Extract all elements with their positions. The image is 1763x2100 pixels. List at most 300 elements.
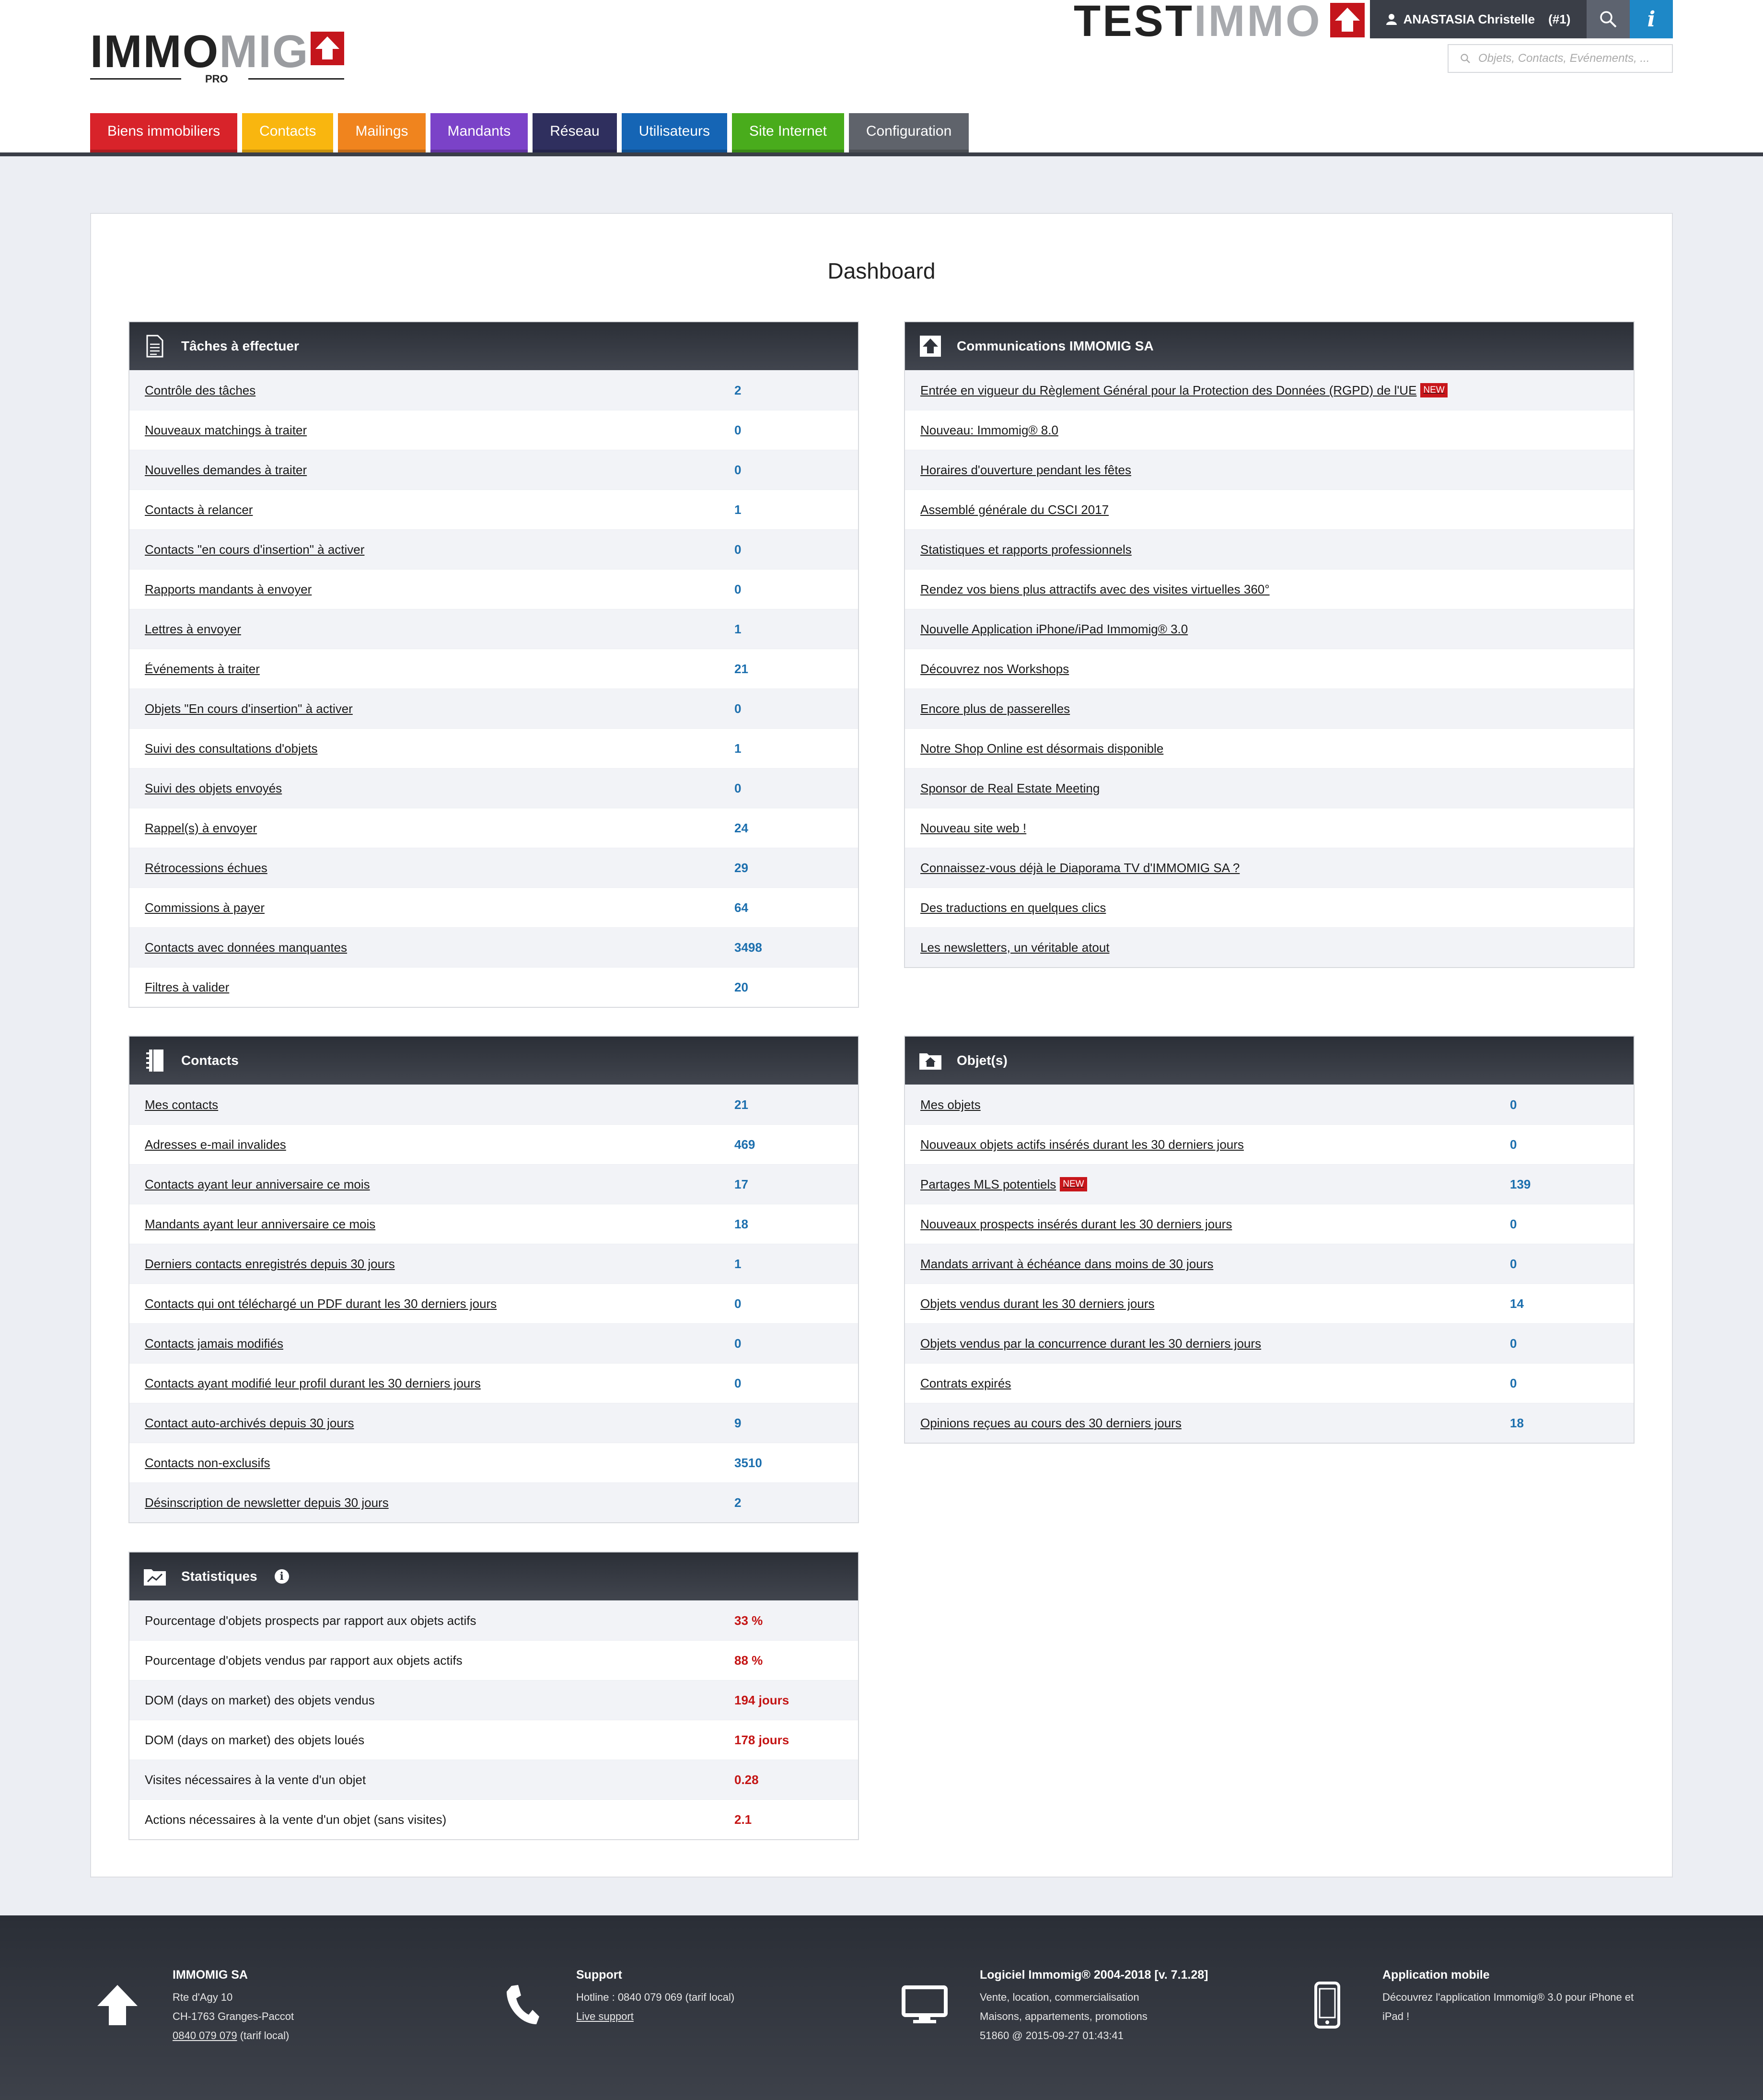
tasks-row xyxy=(129,848,858,887)
nav-tab-utilisateurs[interactable]: Utilisateurs xyxy=(622,113,727,152)
stats-row-link xyxy=(145,1613,476,1628)
communications-row-label: Découvrez nos Workshops xyxy=(920,661,1069,676)
objects-row-link[interactable] xyxy=(920,1177,1087,1192)
stats-row-label: Actions nécessaires à la vente d'un objet (sans visites) xyxy=(145,1812,447,1827)
nav-tab-r-seau[interactable]: Réseau xyxy=(533,113,616,152)
tasks-row-label: Contrôle des tâches xyxy=(145,383,256,397)
communications-row-label: Sponsor de Real Estate Meeting xyxy=(920,781,1100,795)
contacts-row-label: Derniers contacts enregistrés depuis 30 jours xyxy=(145,1256,395,1271)
stats-row-label: DOM (days on market) des objets vendus xyxy=(145,1692,375,1707)
tasks-row-value: 20 xyxy=(734,980,748,994)
footer-company-title: IMMOMIG SA xyxy=(173,1968,248,1982)
chart-folder-icon xyxy=(143,1564,167,1588)
contacts-row-value: 2 xyxy=(734,1495,742,1510)
objects-row-link[interactable] xyxy=(920,1217,1232,1232)
contacts-row-value: 21 xyxy=(734,1097,748,1112)
communications-row-link[interactable] xyxy=(920,781,1100,796)
objects-row-label: Objets vendus durant les 30 derniers jours xyxy=(920,1296,1155,1311)
objects-row xyxy=(905,1363,1634,1403)
tasks-row-link[interactable] xyxy=(145,980,229,995)
objects-row xyxy=(905,1283,1634,1323)
new-badge: NEW xyxy=(1420,383,1447,397)
stats-row-label: Visites nécessaires à la vente d'un objet xyxy=(145,1772,366,1787)
contacts-row-link[interactable] xyxy=(145,1217,375,1232)
nav-tab-site-internet[interactable]: Site Internet xyxy=(732,113,844,152)
objects-row-value: 0 xyxy=(1510,1216,1517,1231)
stats-row-link xyxy=(145,1733,364,1748)
communications-row xyxy=(905,529,1634,569)
tasks-row-label: Nouveaux matchings à traiter xyxy=(145,422,307,437)
footer-mobile-line1: Découvrez l'application Immomig® 3.0 pour iPhone et xyxy=(1382,1991,1634,2003)
tasks-row-link[interactable] xyxy=(145,781,282,796)
communications-row-link[interactable] xyxy=(920,423,1058,438)
tasks-row-link[interactable] xyxy=(145,861,267,875)
tasks-row-link[interactable] xyxy=(145,900,265,915)
global-search-box[interactable] xyxy=(1448,44,1673,73)
communications-row xyxy=(905,370,1634,410)
communications-row xyxy=(905,609,1634,649)
contacts-list xyxy=(129,1085,858,1522)
objects-row-link[interactable] xyxy=(920,1336,1261,1351)
contacts-row-link[interactable] xyxy=(145,1257,395,1272)
tasks-row-label: Rétrocessions échues xyxy=(145,860,267,875)
tasks-row-label: Nouvelles demandes à traiter xyxy=(145,462,307,477)
nav-tab-biens-immobiliers[interactable]: Biens immobiliers xyxy=(90,113,237,152)
document-icon xyxy=(143,334,167,358)
objects-row xyxy=(905,1244,1634,1283)
tasks-row-value: 0 xyxy=(734,582,742,596)
contacts-row-value: 17 xyxy=(734,1177,748,1191)
tasks-row xyxy=(129,609,858,649)
info-icon: i xyxy=(1647,7,1656,32)
communications-row-label: Nouvelle Application iPhone/iPad Immomig® 3.0 xyxy=(920,621,1188,636)
tasks-row-link[interactable] xyxy=(145,542,364,557)
header-divider xyxy=(0,152,1763,156)
objects-row-link[interactable] xyxy=(920,1137,1244,1152)
objects-row-link[interactable] xyxy=(920,1097,981,1112)
tasks-panel xyxy=(128,321,859,1008)
tasks-row-link[interactable] xyxy=(145,383,255,398)
statistics-panel-header xyxy=(129,1552,858,1600)
communications-row-label: Horaires d'ouverture pendant les fêtes xyxy=(920,462,1131,477)
stats-row-value: 2.1 xyxy=(734,1812,752,1827)
communications-row-link[interactable] xyxy=(920,861,1240,875)
contacts-row-link[interactable] xyxy=(145,1336,283,1351)
tasks-row-label: Commissions à payer xyxy=(145,900,265,915)
page-title: Dashboard xyxy=(827,258,936,283)
objects-row-value: 18 xyxy=(1510,1415,1524,1430)
search-icon xyxy=(1599,10,1618,29)
communications-row-link[interactable] xyxy=(920,502,1109,517)
footer-company-phone-link[interactable]: 0840 079 079 xyxy=(173,2030,237,2042)
objects-row-label: Opinions reçues au cours des 30 derniers jours xyxy=(920,1415,1182,1430)
communications-row-label: Assemblé générale du CSCI 2017 xyxy=(920,502,1109,517)
objects-row-label: Contrats expirés xyxy=(920,1376,1011,1390)
contacts-row-value: 9 xyxy=(734,1415,742,1430)
tasks-row-value: 1 xyxy=(734,741,742,756)
logo-arrow-icon xyxy=(311,32,344,65)
tasks-row-label: Contacts avec données manquantes xyxy=(145,940,348,955)
user-icon xyxy=(1386,13,1397,25)
communications-row-label: Des traductions en quelques clics xyxy=(920,900,1106,915)
tasks-row-value: 24 xyxy=(734,820,748,835)
tasks-row xyxy=(129,967,858,1007)
communications-row xyxy=(905,887,1634,927)
objects-row-value: 0 xyxy=(1510,1137,1517,1152)
tasks-row-label: Contacts à relancer xyxy=(145,502,253,517)
footer-software-build: 51860 @ 2015-09-27 01:43:41 xyxy=(980,2030,1124,2042)
objects-row-link[interactable] xyxy=(920,1416,1182,1431)
contacts-row-link[interactable] xyxy=(145,1137,286,1152)
tasks-row-value: 29 xyxy=(734,860,748,875)
contacts-row-link[interactable] xyxy=(145,1177,370,1192)
tasks-row xyxy=(129,808,858,848)
tasks-row-label: Rappel(s) à envoyer xyxy=(145,820,257,835)
stats-row-link xyxy=(145,1812,446,1827)
tasks-row-value: 1 xyxy=(734,502,742,517)
new-badge: NEW xyxy=(1060,1177,1087,1191)
communications-row xyxy=(905,808,1634,848)
stats-row-value: 178 jours xyxy=(734,1732,789,1747)
footer-mobile xyxy=(1382,1968,1634,2026)
communications-row xyxy=(905,927,1634,967)
contacts-row-link[interactable] xyxy=(145,1376,481,1391)
tasks-row-value: 0 xyxy=(734,422,742,437)
tasks-row xyxy=(129,688,858,728)
tasks-row xyxy=(129,728,858,768)
footer-company-address: Rte d'Agy 10 xyxy=(173,1991,233,2003)
stats-row xyxy=(129,1720,858,1760)
stats-row-label: Pourcentage d'objets prospects par rapport aux objets actifs xyxy=(145,1613,476,1628)
monitor-icon xyxy=(898,1979,951,2031)
tasks-list xyxy=(129,370,858,1007)
communications-row-label: Encore plus de passerelles xyxy=(920,701,1070,716)
logo-text: IMMOMIG xyxy=(90,26,309,77)
contacts-row xyxy=(129,1085,858,1124)
communications-row-link[interactable] xyxy=(920,622,1188,637)
objects-panel-title: Objet(s) xyxy=(957,1053,1008,1068)
stats-row-label: DOM (days on market) des objets loués xyxy=(145,1732,365,1747)
stats-row-value: 194 jours xyxy=(734,1692,789,1707)
tasks-row-link[interactable] xyxy=(145,463,307,478)
contacts-row-label: Contacts ayant modifié leur profil durant les 30 derniers jours xyxy=(145,1376,481,1390)
footer-support xyxy=(576,1968,734,2026)
communications-row xyxy=(905,649,1634,688)
communications-row xyxy=(905,768,1634,808)
communications-row xyxy=(905,569,1634,609)
logo-divider xyxy=(248,78,344,80)
immomig-arrow-icon xyxy=(91,1979,144,2031)
stats-row-label: Pourcentage d'objets vendus par rapport aux objets actifs xyxy=(145,1653,463,1668)
communications-row-link[interactable] xyxy=(920,383,1448,398)
stats-row-value: 88 % xyxy=(734,1653,763,1668)
communications-panel-title: Communications IMMOMIG SA xyxy=(957,338,1154,353)
tasks-row-label: Contacts "en cours d'insertion" à activer xyxy=(145,542,365,557)
objects-row xyxy=(905,1323,1634,1363)
communications-row-label: Statistiques et rapports professionnels xyxy=(920,542,1132,557)
tasks-row-link[interactable] xyxy=(145,622,241,637)
tasks-row-value: 21 xyxy=(734,661,748,676)
tasks-row-label: Rapports mandants à envoyer xyxy=(145,582,312,596)
contacts-row-label: Contact auto-archivés depuis 30 jours xyxy=(145,1415,354,1430)
contacts-row xyxy=(129,1283,858,1323)
contacts-row-value: 0 xyxy=(734,1296,742,1311)
tasks-row-label: Événements à traiter xyxy=(145,661,260,676)
footer-software xyxy=(980,1968,1208,2045)
contacts-row-value: 0 xyxy=(734,1376,742,1390)
contacts-row-value: 18 xyxy=(734,1216,748,1231)
info-button[interactable] xyxy=(1630,0,1673,38)
communications-row-link[interactable] xyxy=(920,821,1026,836)
contacts-row-link[interactable] xyxy=(145,1495,389,1510)
footer-software-title: Logiciel Immomig® 2004-2018 [v. 7.1.28] xyxy=(980,1968,1208,1982)
nav-tab-mandants[interactable]: Mandants xyxy=(430,113,528,152)
tasks-row-value: 0 xyxy=(734,542,742,557)
agency-logo-arrow-icon xyxy=(1330,3,1365,37)
contacts-row-label: Contacts qui ont téléchargé un PDF durant les 30 derniers jours xyxy=(145,1296,497,1311)
tasks-row xyxy=(129,569,858,609)
tasks-row-link[interactable] xyxy=(145,662,260,677)
contacts-row xyxy=(129,1204,858,1244)
contacts-row xyxy=(129,1323,858,1363)
communications-row-label: Nouveau: Immomig® 8.0 xyxy=(920,422,1058,437)
user-id: (#1) xyxy=(1548,12,1571,26)
contacts-row xyxy=(129,1482,858,1522)
upload-arrow-icon xyxy=(918,334,942,358)
stats-row-link xyxy=(145,1653,463,1668)
statistics-panel xyxy=(128,1552,859,1840)
footer-software-line1: Vente, location, commercialisation xyxy=(980,1991,1139,2003)
contacts-row-link[interactable] xyxy=(145,1456,270,1470)
contacts-row-label: Contacts ayant leur anniversaire ce mois xyxy=(145,1177,370,1191)
objects-row-link[interactable] xyxy=(920,1257,1213,1272)
objects-row-link[interactable] xyxy=(920,1296,1155,1311)
footer-company-phone-line xyxy=(173,2026,294,2045)
communications-row xyxy=(905,728,1634,768)
tasks-row-link[interactable] xyxy=(145,940,347,955)
objects-row xyxy=(905,1124,1634,1164)
tasks-row-link[interactable] xyxy=(145,582,312,597)
nav-tab-configuration[interactable]: Configuration xyxy=(849,113,969,152)
user-name: ANASTASIA Christelle xyxy=(1403,12,1535,26)
user-toolbar xyxy=(1370,0,1673,38)
agency-logo xyxy=(1074,0,1366,46)
contacts-row-value: 469 xyxy=(734,1137,755,1152)
tasks-row xyxy=(129,450,858,490)
objects-list xyxy=(905,1085,1634,1443)
tasks-row-link[interactable] xyxy=(145,741,318,756)
contacts-row-label: Contacts jamais modifiés xyxy=(145,1336,283,1351)
statistics-info-icon[interactable]: i xyxy=(275,1569,289,1584)
objects-row xyxy=(905,1204,1634,1244)
tasks-row xyxy=(129,649,858,688)
footer-support-title: Support xyxy=(576,1968,622,1982)
objects-panel xyxy=(904,1036,1635,1444)
communications-row-label: Rendez vos biens plus attractifs avec des visites virtuelles 360° xyxy=(920,582,1270,596)
header xyxy=(0,0,1763,152)
objects-row-link[interactable] xyxy=(920,1376,1011,1391)
communications-row xyxy=(905,688,1634,728)
footer xyxy=(0,1915,1763,2100)
communications-row-link[interactable] xyxy=(920,542,1132,557)
statistics-list xyxy=(129,1600,858,1839)
communications-row xyxy=(905,848,1634,887)
phone-icon xyxy=(495,1979,547,2031)
tasks-row xyxy=(129,410,858,450)
objects-row xyxy=(905,1085,1634,1124)
contacts-panel-header xyxy=(129,1037,858,1085)
communications-row-label: Notre Shop Online est désormais disponible xyxy=(920,741,1164,756)
objects-row-label: Partages MLS potentiels xyxy=(920,1177,1056,1191)
contacts-row-link[interactable] xyxy=(145,1097,218,1112)
objects-panel-header xyxy=(905,1037,1634,1085)
stats-row xyxy=(129,1760,858,1799)
tasks-row-value: 1 xyxy=(734,621,742,636)
agency-logo-text: TESTIMMO xyxy=(1074,0,1322,46)
communications-row-link[interactable] xyxy=(920,662,1069,677)
communications-row xyxy=(905,410,1634,450)
communications-row-label: Les newsletters, un véritable atout xyxy=(920,940,1110,955)
search-icon xyxy=(1460,53,1471,64)
contacts-row-label: Adresses e-mail invalides xyxy=(145,1137,286,1152)
tasks-panel-header xyxy=(129,322,858,370)
search-button[interactable] xyxy=(1587,0,1630,38)
objects-row xyxy=(905,1403,1634,1443)
contacts-row xyxy=(129,1403,858,1443)
main-nav xyxy=(90,113,969,152)
contacts-row xyxy=(129,1164,858,1204)
nav-tab-contacts[interactable]: Contacts xyxy=(242,113,333,152)
nav-tab-mailings[interactable]: Mailings xyxy=(338,113,425,152)
communications-row-label: Nouveau site web ! xyxy=(920,820,1027,835)
tasks-row xyxy=(129,370,858,410)
dashboard-card xyxy=(90,213,1673,1878)
contacts-row-value: 0 xyxy=(734,1336,742,1351)
communications-row-link[interactable] xyxy=(920,900,1106,915)
tasks-row xyxy=(129,887,858,927)
tasks-row xyxy=(129,927,858,967)
statistics-panel-title: Statistiques xyxy=(181,1569,257,1584)
stats-row xyxy=(129,1600,858,1640)
tasks-row-link[interactable] xyxy=(145,423,307,438)
communications-row-label: Entrée en vigueur du Règlement Général pour la Protection des Données (RGPD) de l'UE xyxy=(920,383,1417,397)
contacts-row xyxy=(129,1244,858,1283)
footer-company xyxy=(173,1968,294,2045)
contacts-panel xyxy=(128,1036,859,1523)
communications-row-link[interactable] xyxy=(920,741,1163,756)
communications-row-label: Connaissez-vous déjà le Diaporama TV d'IMMOMIG SA ? xyxy=(920,860,1240,875)
tasks-row-value: 0 xyxy=(734,701,742,716)
stats-row-value: 33 % xyxy=(734,1613,763,1628)
contacts-row-label: Désinscription de newsletter depuis 30 jours xyxy=(145,1495,389,1510)
tasks-row-link[interactable] xyxy=(145,701,353,716)
objects-row-label: Nouveaux prospects insérés durant les 30 derniers jours xyxy=(920,1216,1232,1231)
tasks-row-label: Filtres à valider xyxy=(145,980,230,994)
stats-row-link xyxy=(145,1693,375,1708)
footer-company-phone-note: (tarif local) xyxy=(237,2030,290,2042)
objects-row-label: Nouveaux objets actifs insérés durant les 30 derniers jours xyxy=(920,1137,1244,1152)
footer-company-city: CH-1763 Granges-Paccot xyxy=(173,2010,294,2022)
objects-row-value: 0 xyxy=(1510,1097,1517,1112)
communications-row-link[interactable] xyxy=(920,701,1070,716)
communications-row-link[interactable] xyxy=(920,463,1131,478)
tasks-row-link[interactable] xyxy=(145,502,253,517)
contacts-row-link[interactable] xyxy=(145,1296,497,1311)
footer-software-line2: Maisons, appartements, promotions xyxy=(980,2010,1148,2022)
communications-panel-header xyxy=(905,322,1634,370)
contacts-row-value: 3510 xyxy=(734,1455,762,1470)
objects-row-value: 0 xyxy=(1510,1376,1517,1390)
footer-live-support-link[interactable]: Live support xyxy=(576,2010,634,2022)
contacts-row-link[interactable] xyxy=(145,1416,354,1431)
tasks-row-value: 64 xyxy=(734,900,748,915)
contacts-row xyxy=(129,1124,858,1164)
immomig-logo[interactable] xyxy=(90,26,344,86)
objects-row-value: 14 xyxy=(1510,1296,1524,1311)
objects-row-label: Objets vendus par la concurrence durant les 30 derniers jours xyxy=(920,1336,1262,1351)
objects-row-label: Mandats arrivant à échéance dans moins de 30 jours xyxy=(920,1256,1214,1271)
tasks-row xyxy=(129,490,858,529)
communications-list xyxy=(905,370,1634,967)
tasks-row xyxy=(129,529,858,569)
footer-mobile-line2: iPad ! xyxy=(1382,2010,1410,2022)
communications-row-link[interactable] xyxy=(920,582,1270,597)
global-search-input[interactable] xyxy=(1478,52,1665,65)
contacts-panel-title: Contacts xyxy=(181,1053,239,1068)
stats-row xyxy=(129,1680,858,1720)
objects-row-value: 139 xyxy=(1510,1177,1531,1191)
tasks-panel-title: Tâches à effectuer xyxy=(181,338,299,353)
stats-row-value: 0.28 xyxy=(734,1772,759,1787)
communications-row xyxy=(905,450,1634,490)
objects-row xyxy=(905,1164,1634,1204)
objects-row-label: Mes objets xyxy=(920,1097,981,1112)
objects-row-value: 0 xyxy=(1510,1336,1517,1351)
communications-row xyxy=(905,490,1634,529)
communications-row-link[interactable] xyxy=(920,940,1110,955)
tasks-row-label: Suivi des objets envoyés xyxy=(145,781,282,795)
tasks-row-value: 3498 xyxy=(734,940,762,955)
footer-mobile-title: Application mobile xyxy=(1382,1968,1490,1982)
contacts-row xyxy=(129,1443,858,1482)
logo-divider xyxy=(90,78,181,80)
contacts-row-value: 1 xyxy=(734,1256,742,1271)
tasks-row-link[interactable] xyxy=(145,821,257,836)
tasks-row-value: 0 xyxy=(734,462,742,477)
stats-row xyxy=(129,1640,858,1680)
contacts-row xyxy=(129,1363,858,1403)
footer-support-hotline: Hotline : 0840 079 069 (tarif local) xyxy=(576,1991,735,2003)
tasks-row-label: Lettres à envoyer xyxy=(145,621,241,636)
address-book-icon xyxy=(143,1049,167,1073)
stats-row xyxy=(129,1799,858,1839)
contacts-row-label: Contacts non-exclusifs xyxy=(145,1455,270,1470)
tasks-row-value: 2 xyxy=(734,383,742,397)
user-menu-button[interactable] xyxy=(1370,0,1587,38)
tasks-row-label: Suivi des consultations d'objets xyxy=(145,741,318,756)
objects-row-value: 0 xyxy=(1510,1256,1517,1271)
house-folder-icon xyxy=(918,1049,942,1073)
stats-row-link xyxy=(145,1773,366,1787)
contacts-row-label: Mes contacts xyxy=(145,1097,219,1112)
tasks-row xyxy=(129,768,858,808)
contacts-row-label: Mandants ayant leur anniversaire ce mois xyxy=(145,1216,376,1231)
communications-panel xyxy=(904,321,1635,968)
tasks-row-label: Objets "En cours d'insertion" à activer xyxy=(145,701,353,716)
tasks-row-value: 0 xyxy=(734,781,742,795)
logo-pro-label: PRO xyxy=(205,73,228,85)
smartphone-icon xyxy=(1301,1979,1354,2031)
